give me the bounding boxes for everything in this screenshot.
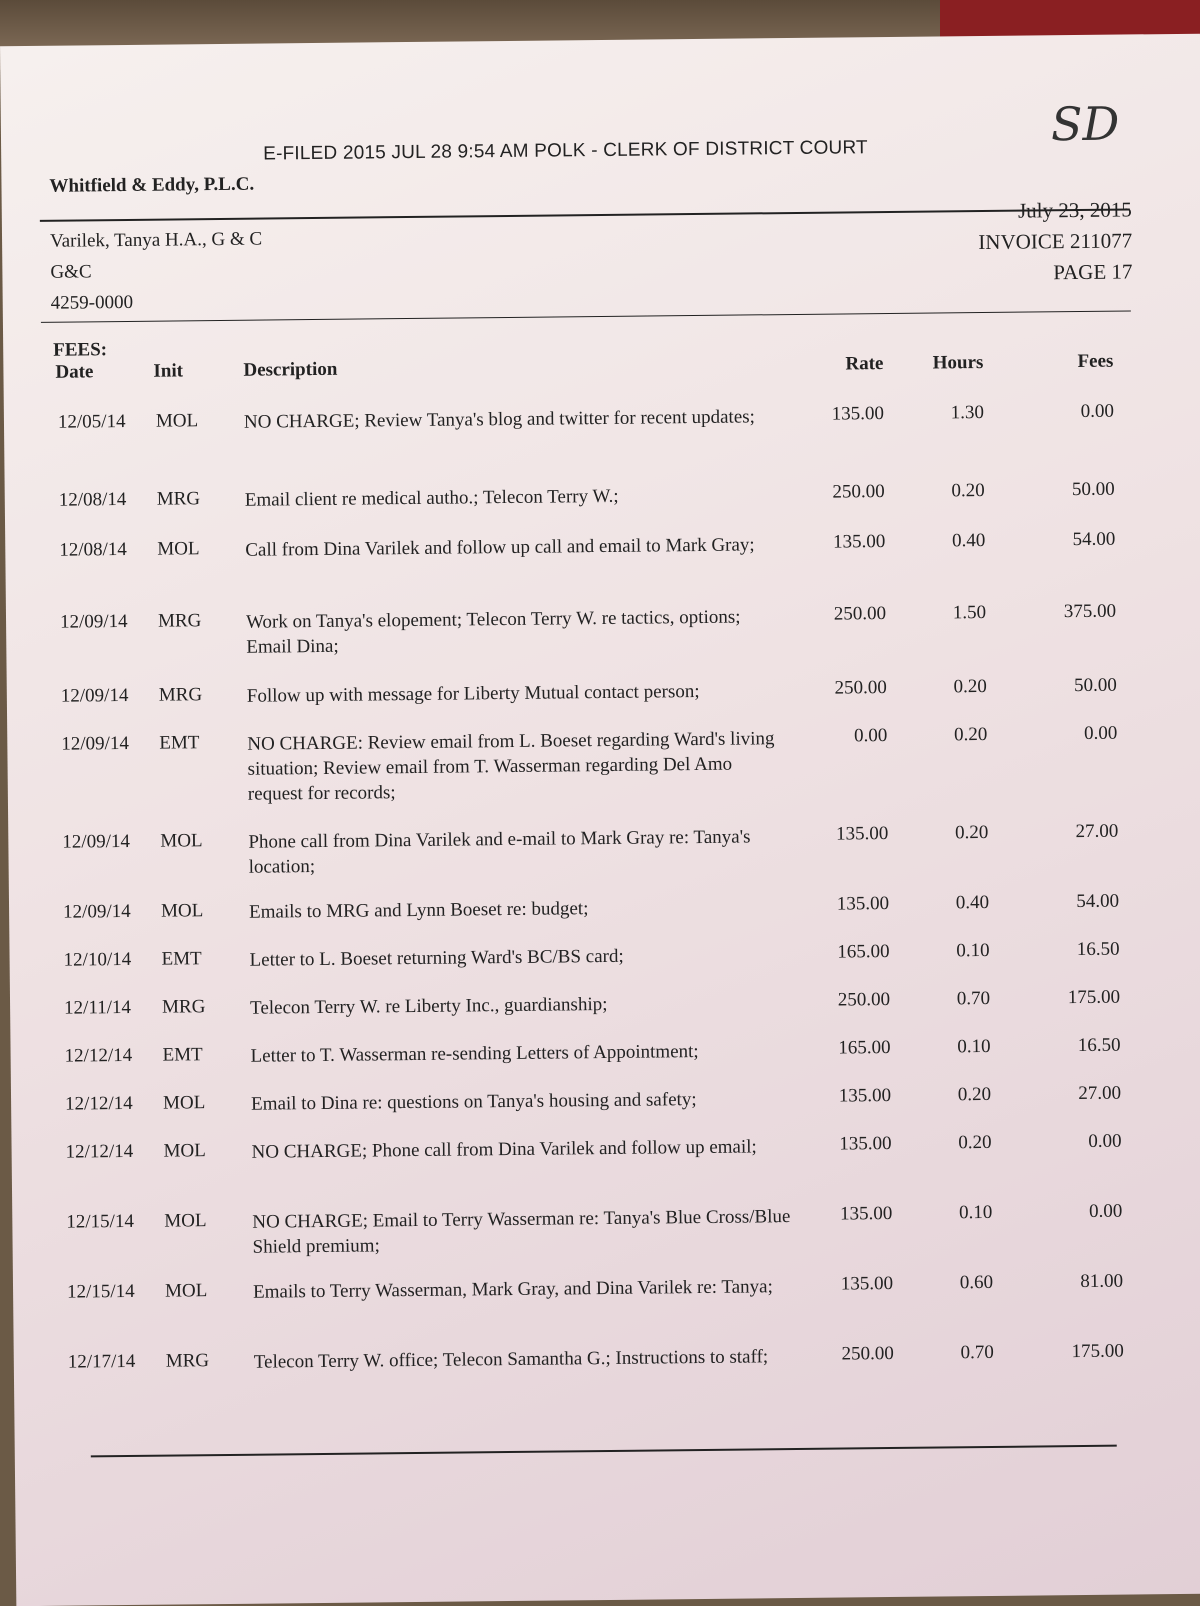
entry-initials: MOL xyxy=(162,1092,206,1114)
entry-description: Email client re medical autho.; Telecon Terry W.; xyxy=(244,485,619,511)
entry-date: 12/12/14 xyxy=(65,1140,134,1163)
entry-rate: 135.00 xyxy=(835,823,889,845)
entry-description: Telecon Terry W. office; Telecon Samantha G.; Instructions to staff; xyxy=(253,1346,769,1373)
entry-fees: 50.00 xyxy=(1071,478,1115,501)
entry-date: 12/10/14 xyxy=(63,948,132,971)
entry-hours: 0.40 xyxy=(951,529,986,552)
entry-description: Letter to T. Wasserman re-sending Letters of Appointment; xyxy=(250,1041,699,1067)
entry-hours: 0.10 xyxy=(957,1035,991,1058)
entry-description: Emails to MRG and Lynn Boeset re: budget; xyxy=(249,898,589,923)
entry-date: 12/09/14 xyxy=(59,610,128,633)
entry-fees: 27.00 xyxy=(1075,820,1119,843)
entry-rate: 250.00 xyxy=(834,677,887,699)
entry-rate: 135.00 xyxy=(831,403,885,425)
column-header-rate: Rate xyxy=(845,353,884,375)
client-name: Varilek, Tanya H.A., G & C xyxy=(49,228,263,252)
entry-hours: 0.20 xyxy=(953,675,987,698)
entry-hours: 0.20 xyxy=(958,1131,992,1154)
entry-date: 12/12/14 xyxy=(65,1092,133,1115)
entry-date: 12/09/14 xyxy=(62,900,131,923)
entry-rate: 135.00 xyxy=(840,1273,894,1295)
handwritten-initials: SD xyxy=(1050,96,1120,152)
entry-rate: 135.00 xyxy=(832,531,886,553)
table-row xyxy=(9,890,1200,923)
entry-rate: 0.00 xyxy=(853,725,888,747)
entry-hours: 0.10 xyxy=(956,939,990,962)
entry-date: 12/09/14 xyxy=(60,684,129,707)
entry-initials: MOL xyxy=(160,830,203,852)
entry-initials: EMT xyxy=(161,948,202,970)
entry-initials: MOL xyxy=(157,538,200,560)
entry-fees: 375.00 xyxy=(1063,600,1117,623)
entry-date: 12/12/14 xyxy=(64,1044,133,1067)
entry-fees: 27.00 xyxy=(1078,1082,1122,1105)
entry-hours: 1.30 xyxy=(950,402,985,424)
entry-date: 12/05/14 xyxy=(57,410,126,433)
entry-initials: MOL xyxy=(160,900,204,922)
entry-description: NO CHARGE; Phone call from Dina Varilek and follow up email; xyxy=(251,1136,757,1163)
entry-rate: 250.00 xyxy=(841,1342,894,1365)
entry-date: 12/08/14 xyxy=(58,488,127,511)
fees-section-label: FEES: xyxy=(53,339,108,361)
entry-fees: 54.00 xyxy=(1076,890,1120,913)
invoice-meta xyxy=(978,194,1133,289)
table-row xyxy=(12,1130,1200,1163)
header-top-rule xyxy=(40,208,1130,221)
entry-hours: 0.40 xyxy=(955,891,990,914)
entry-rate: 250.00 xyxy=(832,481,885,503)
column-header-fees: Fees xyxy=(1077,350,1114,373)
entry-initials: MRG xyxy=(156,488,201,510)
entry-description: Letter to L. Boeset returning Ward's BC/BS card; xyxy=(249,945,624,971)
invoice-number: INVOICE 211077 xyxy=(978,228,1133,255)
entry-fees: 0.00 xyxy=(1088,1130,1122,1152)
client-code: G&C xyxy=(50,261,92,283)
entry-rate: 135.00 xyxy=(839,1203,893,1225)
table-row xyxy=(4,400,1200,433)
entry-fees: 0.00 xyxy=(1080,400,1115,422)
invoice-page xyxy=(0,34,1200,1606)
entry-hours: 0.20 xyxy=(957,1083,992,1106)
entry-rate: 165.00 xyxy=(838,1037,891,1059)
entry-fees: 0.00 xyxy=(1083,722,1118,744)
column-header-init: Init xyxy=(153,360,184,382)
entry-fees: 16.50 xyxy=(1076,938,1120,961)
efile-stamp: E-FILED 2015 JUL 28 9:54 AM POLK - CLERK OF DISTRICT COURT xyxy=(263,137,868,165)
page-number: PAGE 17 xyxy=(1053,259,1133,285)
column-header-hours: Hours xyxy=(932,352,984,374)
table-row xyxy=(6,600,1200,658)
table-row xyxy=(7,674,1200,707)
entry-rate: 135.00 xyxy=(836,893,890,915)
entry-initials: EMT xyxy=(162,1044,203,1066)
column-header-description: Description xyxy=(243,358,338,381)
entry-description: Follow up with message for Liberty Mutual contact person; xyxy=(246,680,700,707)
entry-rate: 135.00 xyxy=(838,1085,892,1107)
entry-fees: 0.00 xyxy=(1088,1200,1123,1222)
table-row xyxy=(9,938,1200,971)
entry-fees: 175.00 xyxy=(1071,1340,1124,1363)
entry-date: 12/17/14 xyxy=(67,1350,136,1373)
table-row xyxy=(12,1200,1200,1258)
entry-date: 12/09/14 xyxy=(62,830,131,853)
table-row xyxy=(5,478,1200,511)
entry-initials: MRG xyxy=(157,610,202,632)
invoice-date: July 23, 2015 xyxy=(1017,197,1132,223)
entry-fees: 81.00 xyxy=(1080,1270,1124,1293)
entry-description: Phone call from Dina Varilek and e-mail to Mark Gray re: Tanya's location; xyxy=(248,826,751,878)
entry-date: 12/08/14 xyxy=(59,538,127,561)
table-row xyxy=(7,722,1200,805)
entry-initials: MOL xyxy=(164,1210,207,1232)
entry-rate: 165.00 xyxy=(837,941,890,963)
entry-initials: MOL xyxy=(155,410,199,432)
entry-initials: MRG xyxy=(161,996,206,1018)
entry-description: Call from Dina Varilek and follow up call and email to Mark Gray; xyxy=(245,534,755,561)
entry-description: Email to Dina re: questions on Tanya's housing and safety; xyxy=(251,1089,697,1115)
entry-hours: 0.70 xyxy=(960,1341,994,1364)
table-row xyxy=(8,820,1200,878)
entry-initials: MOL xyxy=(164,1280,208,1302)
entry-initials: EMT xyxy=(159,732,200,754)
table-row xyxy=(13,1270,1200,1303)
entry-fees: 50.00 xyxy=(1073,674,1117,697)
table-row xyxy=(5,528,1200,561)
entry-hours: 0.20 xyxy=(953,723,988,746)
entry-hours: 0.20 xyxy=(951,479,985,502)
entry-fees: 16.50 xyxy=(1077,1034,1121,1057)
entry-rate: 250.00 xyxy=(837,989,891,1011)
entry-description: NO CHARGE; Review Tanya's blog and twitter for recent updates; xyxy=(243,406,756,433)
table-row xyxy=(11,1034,1200,1067)
entry-hours: 1.50 xyxy=(952,601,987,624)
entry-description: NO CHARGE: Review email from L. Boeset regarding Ward's living situation; Review email from T. Wasserman regarding Del Amo request for records; xyxy=(247,728,775,805)
firm-name: Whitfield & Eddy, P.L.C. xyxy=(49,173,255,197)
matter-number: 4259-0000 xyxy=(50,291,134,314)
entry-rate: 135.00 xyxy=(839,1133,892,1155)
entry-fees: 175.00 xyxy=(1067,986,1121,1009)
entry-hours: 0.10 xyxy=(958,1201,993,1224)
entry-hours: 0.70 xyxy=(956,987,991,1010)
entry-rate: 250.00 xyxy=(833,603,887,625)
table-row xyxy=(11,1082,1200,1115)
footer-rule xyxy=(91,1445,1117,1458)
column-header-date: Date xyxy=(55,361,94,383)
entry-initials: MRG xyxy=(158,684,203,706)
table-row xyxy=(10,986,1200,1019)
entry-description: Work on Tanya's elopement; Telecon Terry W. re tactics, options; Email Dina; xyxy=(245,606,741,658)
entry-hours: 0.60 xyxy=(959,1271,994,1294)
entry-description: Emails to Terry Wasserman, Mark Gray, and Dina Varilek re: Tanya; xyxy=(252,1276,773,1303)
entry-hours: 0.20 xyxy=(954,821,989,844)
table-row xyxy=(14,1340,1200,1373)
entry-description: Telecon Terry W. re Liberty Inc., guardianship; xyxy=(250,993,608,1019)
entry-fees: 54.00 xyxy=(1072,528,1116,551)
entry-date: 12/15/14 xyxy=(66,1280,135,1303)
entry-initials: MOL xyxy=(163,1140,206,1162)
entry-initials: MRG xyxy=(165,1350,210,1372)
entry-date: 12/15/14 xyxy=(66,1210,135,1233)
entry-description: NO CHARGE; Email to Terry Wasserman re: Tanya's Blue Cross/Blue Shield premium; xyxy=(252,1206,791,1258)
entry-date: 12/11/14 xyxy=(63,996,132,1019)
client-block xyxy=(50,224,263,319)
entry-date: 12/09/14 xyxy=(61,732,130,755)
